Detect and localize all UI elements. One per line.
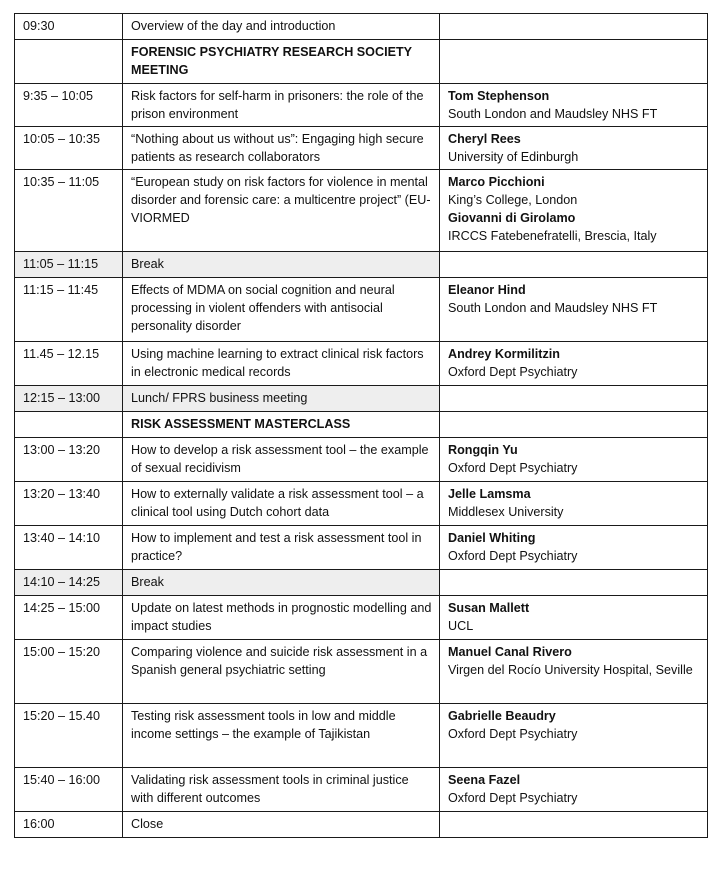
speaker-name: Giovanni di Girolamo <box>448 211 576 225</box>
speaker-affiliation: Oxford Dept Psychiatry <box>448 549 578 563</box>
session-time: 11:15 – 11:45 <box>15 278 123 342</box>
session-title: Overview of the day and introduction <box>123 14 440 40</box>
speaker-affiliation: IRCCS Fatebenefratelli, Brescia, Italy <box>448 229 657 243</box>
session-speakers <box>440 526 708 570</box>
agenda-row <box>15 252 708 278</box>
session-time: 09:30 <box>15 14 123 40</box>
agenda-row <box>15 482 708 526</box>
session-title: Close <box>123 812 440 838</box>
session-speakers <box>440 40 708 84</box>
speaker-affiliation: South London and Maudsley NHS FT <box>448 301 658 315</box>
speaker-name: Seena Fazel <box>448 773 521 787</box>
speaker-affiliation: Middlesex University <box>448 505 564 519</box>
session-title: Lunch/ FPRS business meeting <box>123 386 440 412</box>
speaker-affiliation: Oxford Dept Psychiatry <box>448 791 578 805</box>
session-speakers <box>440 704 708 768</box>
session-speakers <box>440 482 708 526</box>
session-time: 12:15 – 13:00 <box>15 386 123 412</box>
session-title: How to implement and test a risk assessment tool in practice? <box>123 526 440 570</box>
speaker-affiliation: Virgen del Rocío University Hospital, Seville <box>448 663 693 677</box>
speaker-affiliation: King’s College, London <box>448 193 578 207</box>
speaker-affiliation: UCL <box>448 619 474 633</box>
speaker-affiliation: South London and Maudsley NHS FT <box>448 107 658 121</box>
agenda-row <box>15 438 708 482</box>
speaker-name: Gabrielle Beaudry <box>448 709 556 723</box>
speaker-name: Eleanor Hind <box>448 283 526 297</box>
session-time: 13:40 – 14:10 <box>15 526 123 570</box>
session-speakers <box>440 768 708 812</box>
session-speakers <box>440 596 708 640</box>
session-time: 14:10 – 14:25 <box>15 570 123 596</box>
speaker-name: Andrey Kormilitzin <box>448 347 560 361</box>
session-time: 15:20 – 15.40 <box>15 704 123 768</box>
speaker-affiliation: University of Edinburgh <box>448 150 579 164</box>
section-heading: FORENSIC PSYCHIATRY RESEARCH SOCIETY MEETING <box>123 40 440 84</box>
speaker-name: Susan Mallett <box>448 601 530 615</box>
agenda-body <box>15 14 708 838</box>
session-speakers <box>440 170 708 252</box>
session-title: Using machine learning to extract clinical risk factors in electronic medical records <box>123 342 440 386</box>
session-speakers <box>440 812 708 838</box>
speaker-name: Daniel Whiting <box>448 531 536 545</box>
speaker-affiliation: Oxford Dept Psychiatry <box>448 365 578 379</box>
session-time: 11.45 – 12.15 <box>15 342 123 386</box>
session-time <box>15 412 123 438</box>
session-title: Break <box>123 252 440 278</box>
speaker-name: Manuel Canal Rivero <box>448 645 572 659</box>
session-speakers <box>440 438 708 482</box>
agenda-row <box>15 812 708 838</box>
session-speakers <box>440 127 708 170</box>
agenda-row <box>15 412 708 438</box>
agenda-row <box>15 386 708 412</box>
session-speakers <box>440 84 708 127</box>
section-heading: RISK ASSESSMENT MASTERCLASS <box>123 412 440 438</box>
speaker-affiliation: Oxford Dept Psychiatry <box>448 727 578 741</box>
session-time: 16:00 <box>15 812 123 838</box>
speaker-name: Marco Picchioni <box>448 175 545 189</box>
session-time: 10:35 – 11:05 <box>15 170 123 252</box>
session-speakers <box>440 252 708 278</box>
session-title: Update on latest methods in prognostic modelling and impact studies <box>123 596 440 640</box>
agenda-row <box>15 127 708 170</box>
session-time <box>15 40 123 84</box>
session-title: “European study on risk factors for violence in mental disorder and forensic care: a multicentre project” (EU-VIORMED <box>123 170 440 252</box>
session-title: How to develop a risk assessment tool – the example of sexual recidivism <box>123 438 440 482</box>
session-title: Testing risk assessment tools in low and middle income settings – the example of Tajikistan <box>123 704 440 768</box>
session-title: Comparing violence and suicide risk assessment in a Spanish general psychiatric setting <box>123 640 440 704</box>
session-speakers <box>440 412 708 438</box>
session-title: Risk factors for self-harm in prisoners: the role of the prison environment <box>123 84 440 127</box>
agenda-row <box>15 704 708 768</box>
session-title: How to externally validate a risk assessment tool – a clinical tool using Dutch cohort data <box>123 482 440 526</box>
session-time: 9:35 – 10:05 <box>15 84 123 127</box>
session-time: 15:00 – 15:20 <box>15 640 123 704</box>
speaker-name: Jelle Lamsma <box>448 487 531 501</box>
agenda-row <box>15 768 708 812</box>
session-speakers <box>440 14 708 40</box>
session-time: 13:00 – 13:20 <box>15 438 123 482</box>
session-title: Validating risk assessment tools in criminal justice with different outcomes <box>123 768 440 812</box>
session-time: 14:25 – 15:00 <box>15 596 123 640</box>
session-title: Break <box>123 570 440 596</box>
session-speakers <box>440 570 708 596</box>
agenda-row <box>15 84 708 127</box>
agenda-row <box>15 640 708 704</box>
agenda-row <box>15 40 708 84</box>
session-time: 15:40 – 16:00 <box>15 768 123 812</box>
speaker-name: Tom Stephenson <box>448 89 550 103</box>
session-title: Effects of MDMA on social cognition and neural processing in violent offenders with antisocial personality disorder <box>123 278 440 342</box>
agenda-table <box>14 13 708 838</box>
speaker-name: Cheryl Rees <box>448 132 521 146</box>
agenda-row <box>15 526 708 570</box>
session-time: 10:05 – 10:35 <box>15 127 123 170</box>
agenda-row <box>15 342 708 386</box>
speaker-name: Rongqin Yu <box>448 443 518 457</box>
session-time: 11:05 – 11:15 <box>15 252 123 278</box>
session-speakers <box>440 640 708 704</box>
session-speakers <box>440 278 708 342</box>
session-time: 13:20 – 13:40 <box>15 482 123 526</box>
agenda-row <box>15 570 708 596</box>
session-title: “Nothing about us without us”: Engaging high secure patients as research collaborators <box>123 127 440 170</box>
session-speakers <box>440 386 708 412</box>
agenda-row <box>15 278 708 342</box>
speaker-affiliation: Oxford Dept Psychiatry <box>448 461 578 475</box>
agenda-row <box>15 596 708 640</box>
session-speakers <box>440 342 708 386</box>
agenda-row <box>15 14 708 40</box>
agenda-row <box>15 170 708 252</box>
